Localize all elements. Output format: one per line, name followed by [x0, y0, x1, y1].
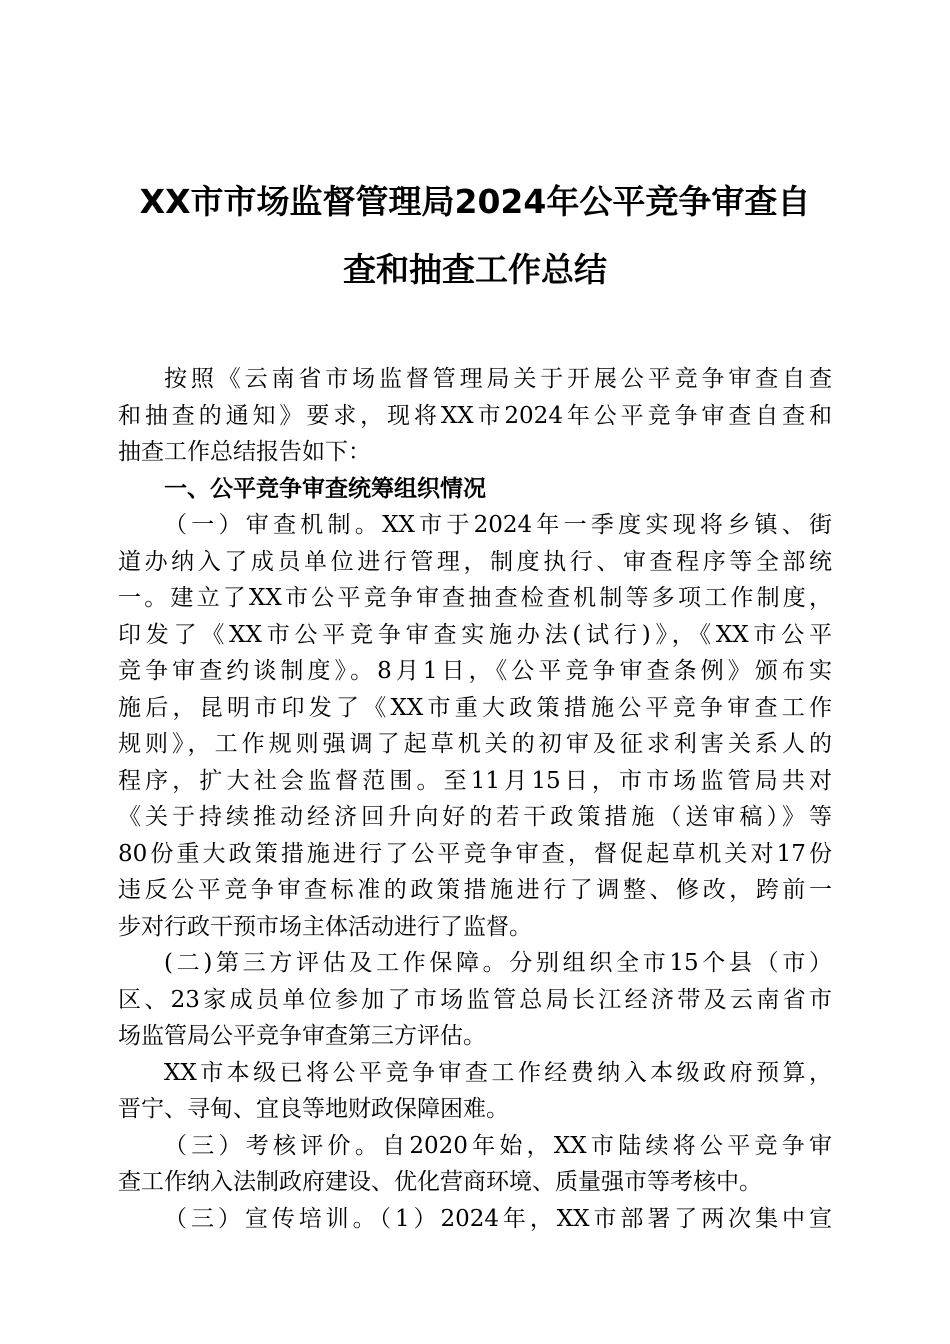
body-line: （三）宣传培训。（1）2024年，XX市部署了两次集中宣 — [164, 1205, 832, 1232]
document-body — [118, 361, 832, 1237]
section-heading: 一、公平竞争审查统筹组织情况 — [164, 475, 486, 502]
body-line: （三）考核评价。自2020年始，XX市陆续将公平竞争审 — [164, 1132, 832, 1159]
title-line-2: 查和抽查工作总结 — [343, 250, 607, 289]
body-line: 程序，扩大社会监督范围。至11月15日，市市场监管局共对 — [118, 767, 832, 794]
body-line: 场监管局公平竞争审查第三方评估。 — [118, 1023, 486, 1049]
body-line: (二)第三方评估及工作保障。分别组织全市15个县（市） — [164, 950, 832, 976]
body-line: 晋宁、寻甸、宜良等地财政保障困难。 — [118, 1096, 509, 1122]
body-line: 竞争审查约谈制度》。8月1日，《公平竞争审查条例》颁布实 — [118, 658, 832, 684]
body-line: 抽查工作总结报告如下： — [118, 439, 371, 465]
body-line: 规则》，工作规则强调了起草机关的初审及征求利害关系人的 — [118, 731, 832, 757]
body-line: 施后，昆明市印发了《XX市重大政策措施公平竞争审查工作 — [118, 694, 832, 721]
body-line: 《关于持续推动经济回升向好的若干政策措施（送审稿）》等 — [118, 804, 832, 830]
body-line: 道办纳入了成员单位进行管理，制度执行、审查程序等全部统 — [118, 548, 832, 575]
document-title — [118, 168, 832, 304]
body-line: 步对行政干预市场主体活动进行了监督。 — [118, 913, 532, 940]
body-line: 区、23家成员单位参加了市场监管总局长江经济带及云南省市 — [118, 986, 832, 1013]
body-line: 违反公平竞争审查标准的政策措施进行了调整、修改，跨前一 — [118, 877, 832, 903]
body-line: 查工作纳入法制政府建设、优化营商环境、质量强市等考核中。 — [118, 1169, 762, 1195]
body-line: 80份重大政策措施进行了公平竞争审查，督促起草机关对17份 — [118, 840, 832, 867]
body-line: 按照《云南省市场监督管理局关于开展公平竞争审查自查 — [164, 366, 832, 392]
body-line: 一。建立了XX市公平竞争审查抽查检查机制等多项工作制度， — [118, 585, 832, 611]
body-line: 印发了《XX市公平竞争审查实施办法(试行)》，《XX市公平 — [118, 621, 832, 648]
body-line: （一）审查机制。XX市于2024年一季度实现将乡镇、街 — [164, 512, 832, 538]
title-line-1: XX市市场监督管理局2024年公平竞争审查自 — [139, 182, 811, 221]
body-line: 和抽查的通知》要求，现将XX市2024年公平竞争审查自查和 — [118, 402, 832, 429]
body-line: XX市本级已将公平竞争审查工作经费纳入本级政府预算， — [164, 1059, 832, 1086]
